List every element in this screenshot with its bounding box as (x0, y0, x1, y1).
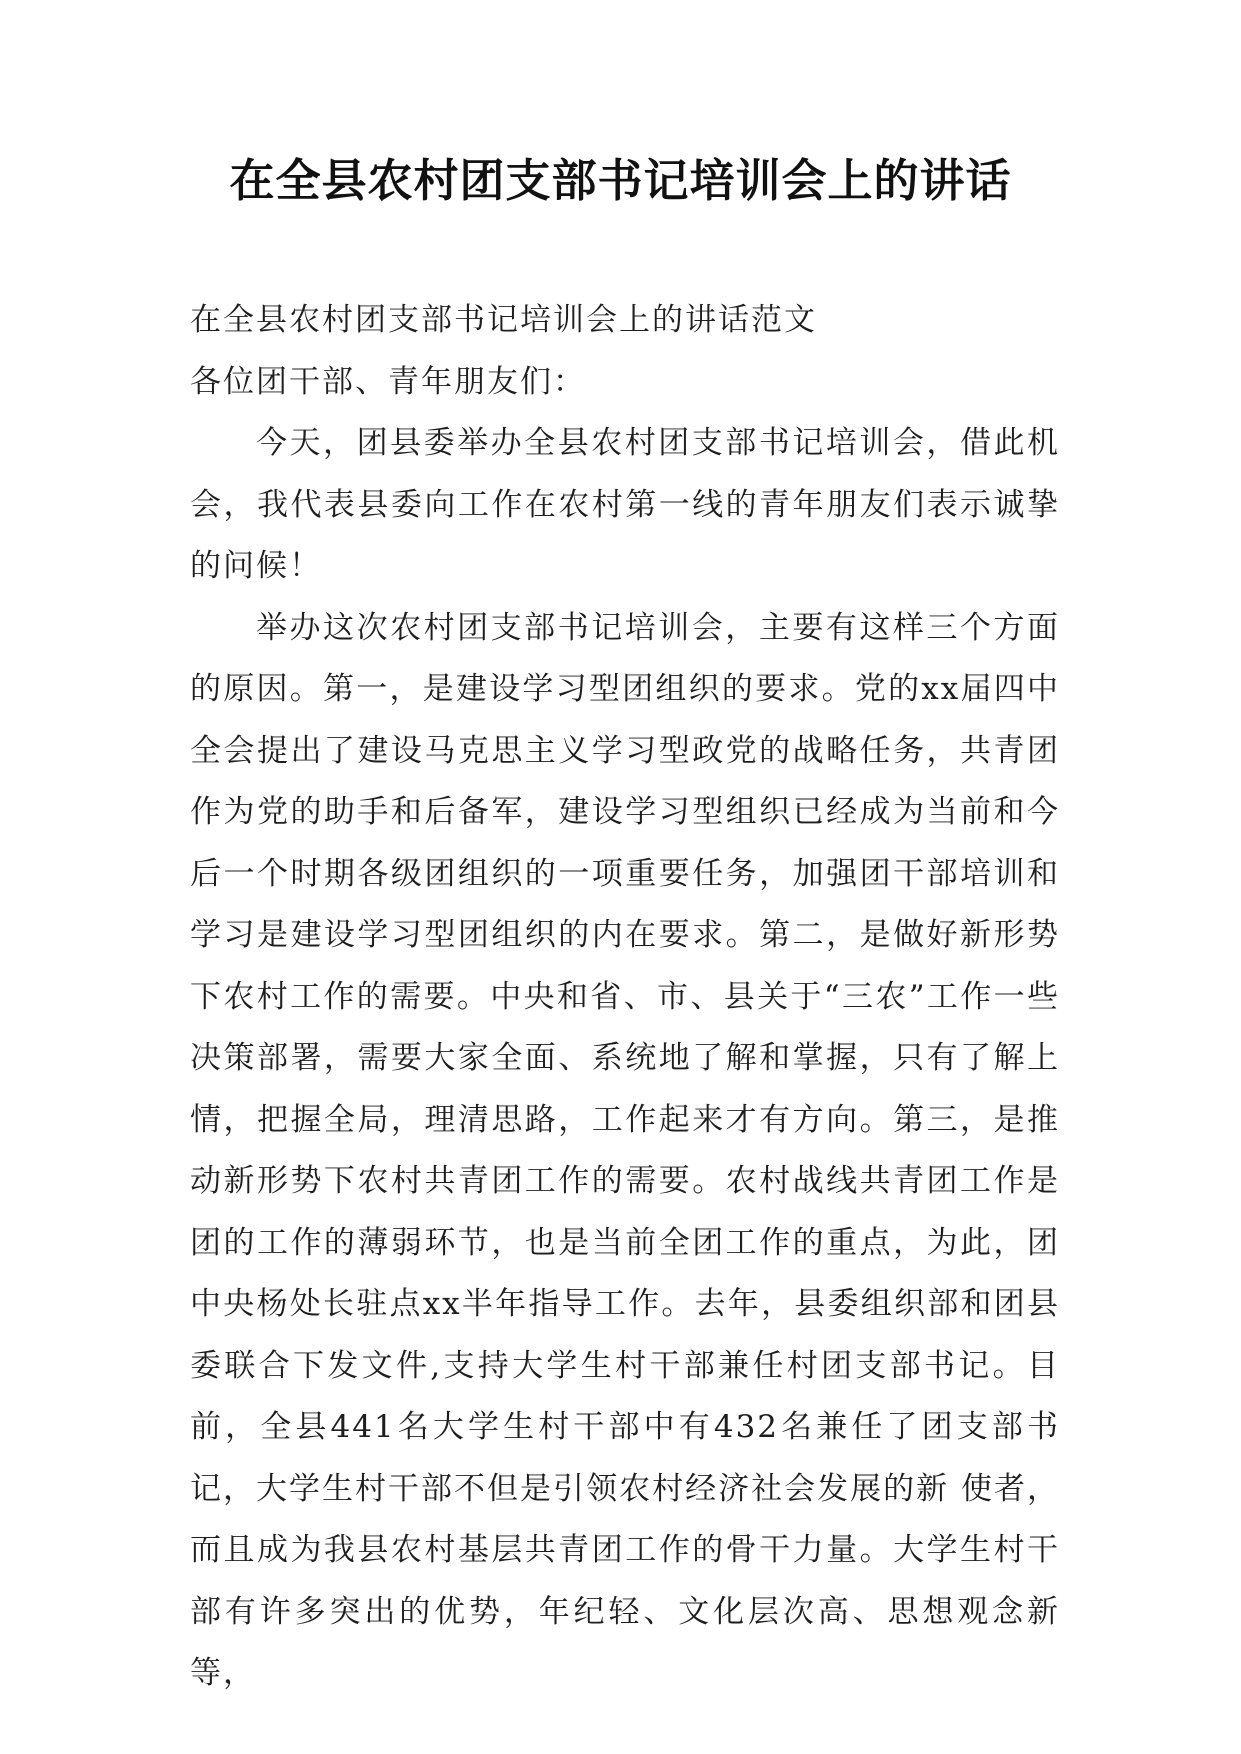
document-body (190, 290, 1060, 1705)
salutation: 各位团干部、青年朋友们： (190, 363, 586, 400)
paragraph-greeting: 今天，团县委举办全县农村团支部书记培训会，借此机会，我代表县委向工作在农村第一线的青年朋友们表示诚挚的问候！ (190, 425, 1060, 584)
document-title: 在全县农村团支部书记培训会上的讲话 (229, 154, 1012, 207)
paragraph-reasons: 举办这次农村团支部书记培训会，主要有这样三个方面的原因。第一，是建设学习型团组织的要求。党的xx届四中全会提出了建设马克思主义学习型政党的战略任务，共青团作为党的助手和后备军，建设学习型组织已经成为当前和今后一个时期各级团组织的一项重要任务，加强团干部培训和学习是建设学习型团组织的内在要求。第二，是做好新形势下农村工作的需要。中央和省、市、县关于“三农”工作一些决策部署，需要大家全面、系统地了解和掌握，只有了解上情，把握全局，理清思路，工作起来才有方向。第三，是推动新形势下农村共青团工作的需要。农村战线共青团工作是团的工作的薄弱环节，也是当前全团工作的重点，为此，团中央杨处长驻点xx半年指导工作。去年，县委组织部和团县委联合下发文件,支持大学生村干部兼任村团支部书记。目前，全县441名大学生村干部中有432名兼任了团支部书记，大学生村干部不但是引领农村经济社会发展的新 使者，而且成为我县农村基层共青团工作的骨干力量。大学生村干部有许多突出的优势，年纪轻、文化层次高、思想观念新等， (190, 609, 1060, 1691)
document-subtitle: 在全县农村团支部书记培训会上的讲话范文 (190, 302, 817, 338)
